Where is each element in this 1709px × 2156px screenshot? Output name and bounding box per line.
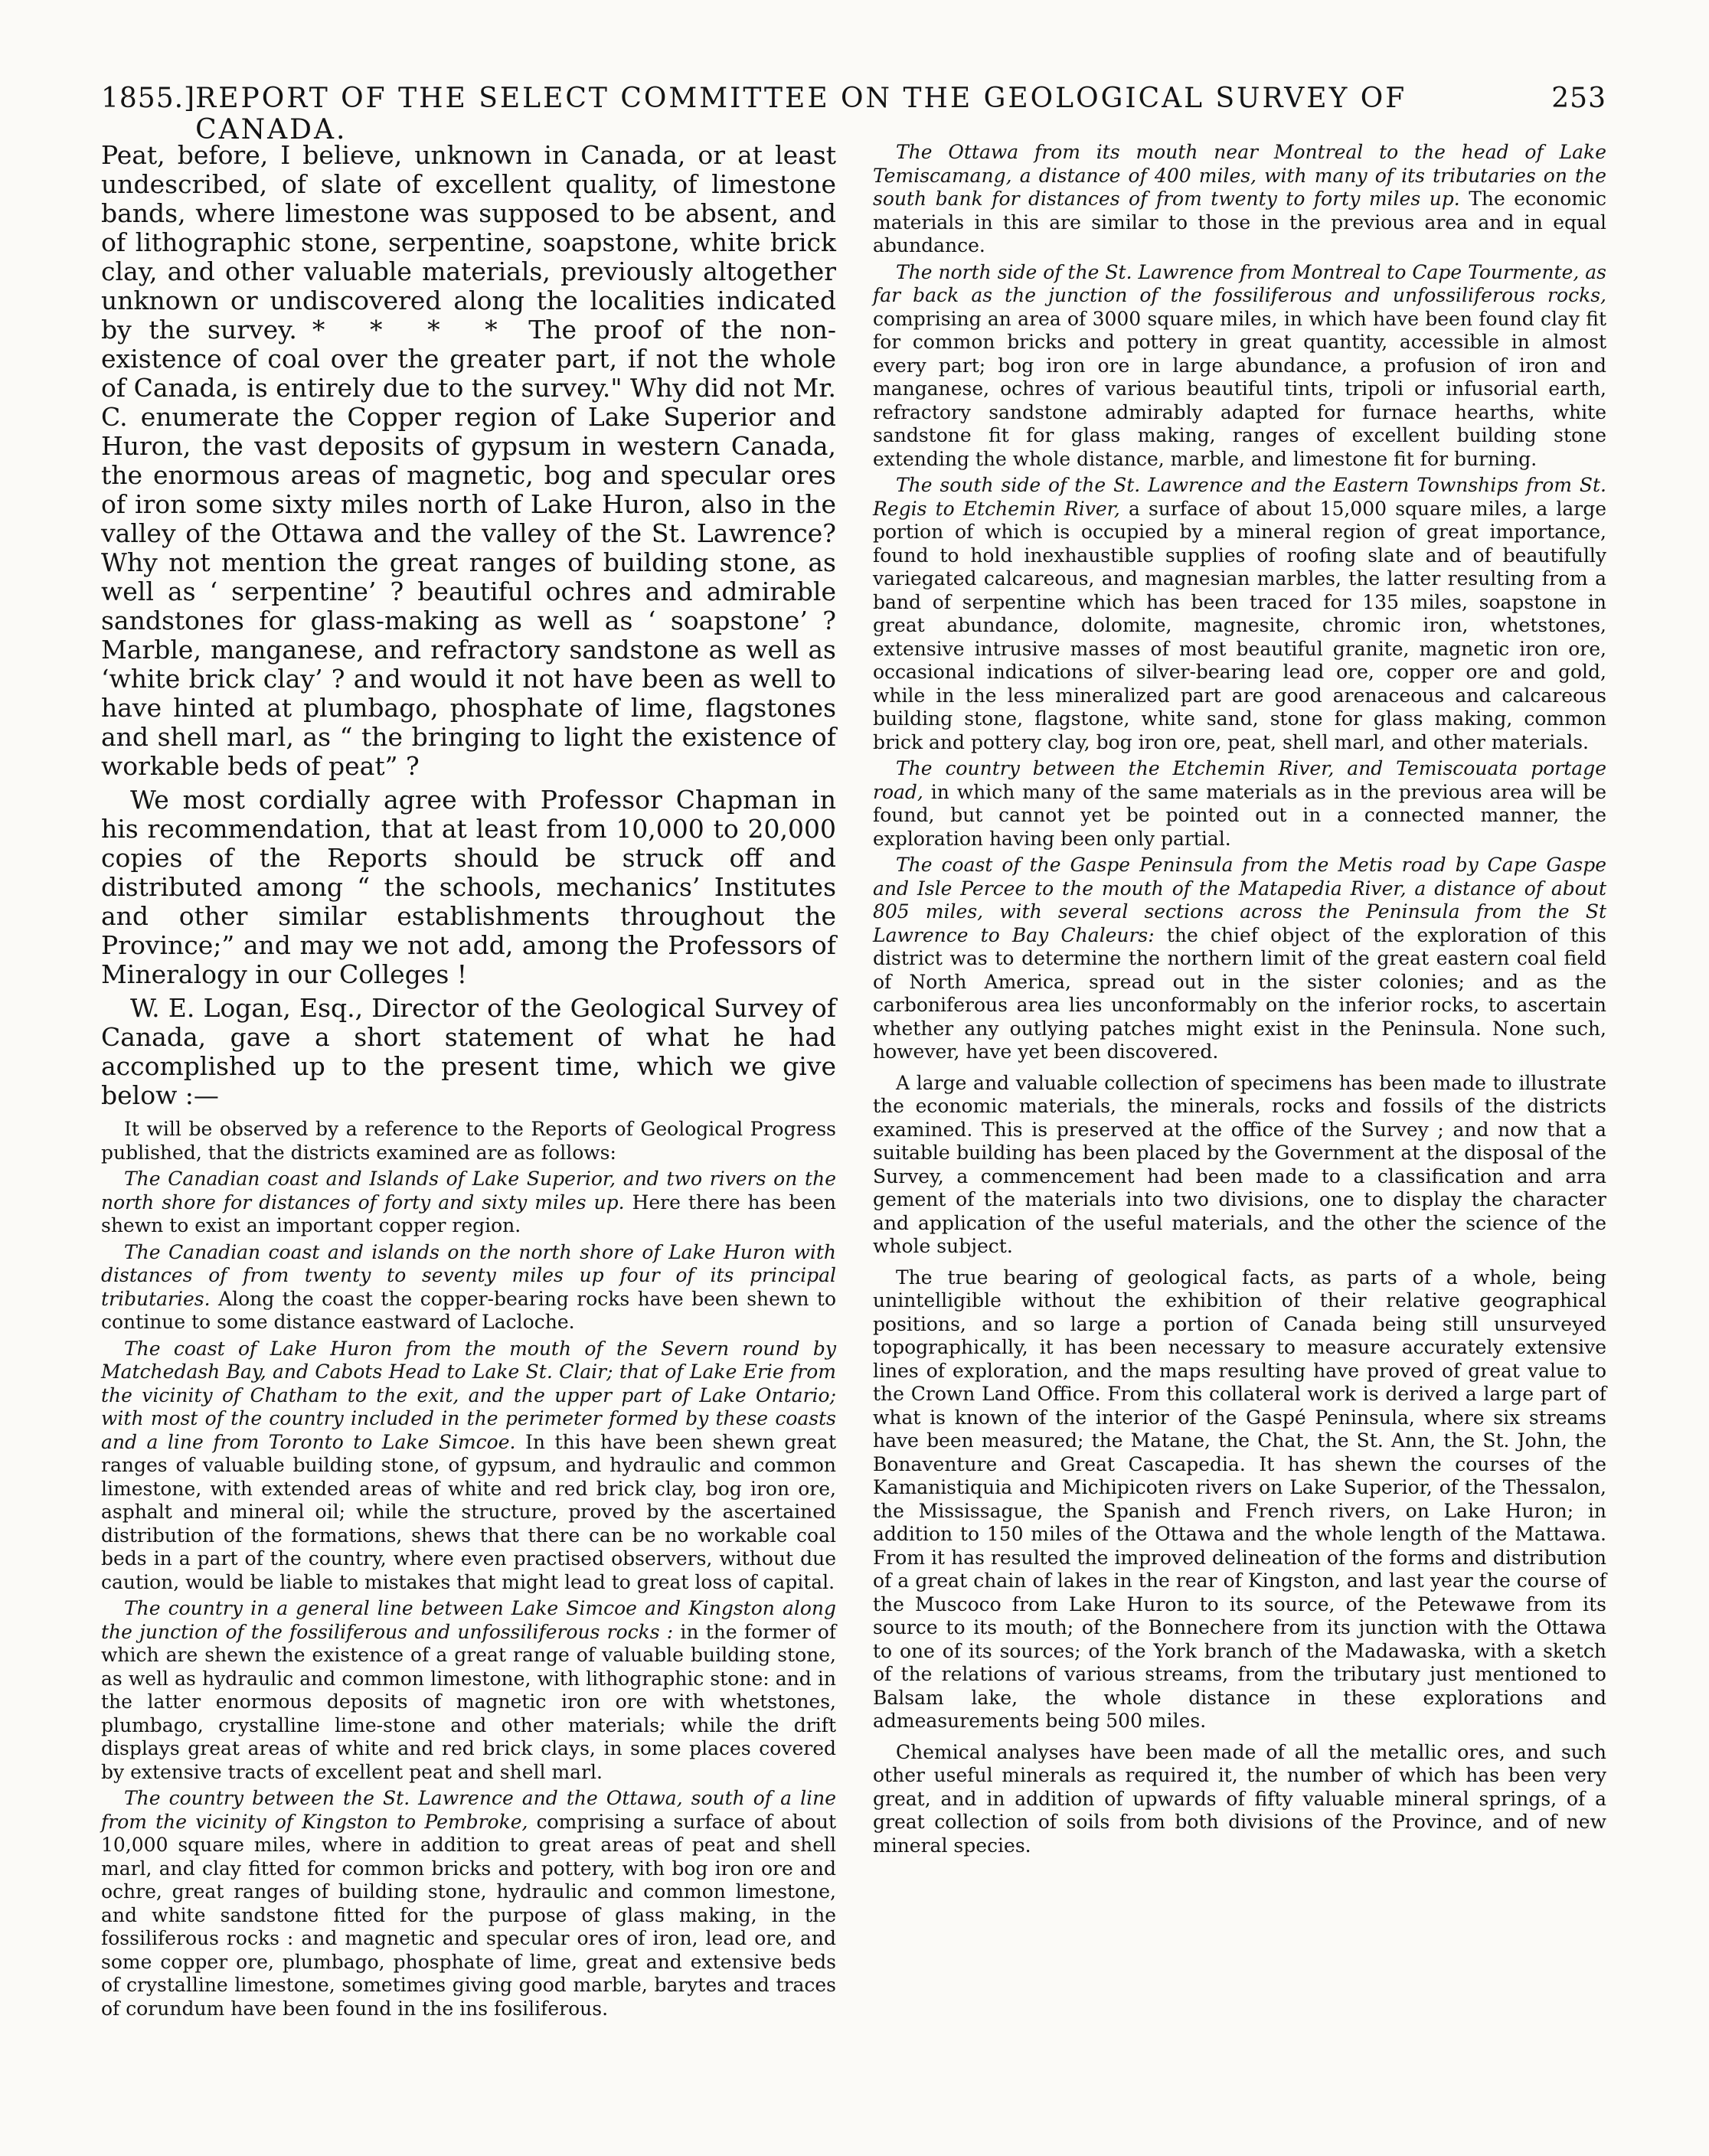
right-column (873, 141, 1606, 1860)
district-entry: The south side of the St. Lawrence and the Eastern Townships from St. Regis to Etchemin River, a surface of about 15,000 square miles, a large portion of which is occupied by a mineral region of great importance, found to hold inexhaustible supplies of roofing slate and of beautifully variegated calcareous, and magnesian marbles, the latter resulting from a band of serpentine which has been traced for 135 miles, soapstone in great abundance, dolomite, magnesite, chromic iron, whetstones, extensive intrusive masses of most beautiful granite, magnetic iron ore, occasional indications of silver-bearing lead ore, copper ore and gold, while in the less mineralized part are good arenaceous and calcareous building stone, flagstone, white sand, stone for glass making, common brick and pottery clay, bog iron ore, peat, shell marl, and other materials. (873, 474, 1606, 753)
header-title: REPORT OF THE SELECT COMMITTEE ON THE GEOLOGICAL SURVEY OF CANADA. (195, 83, 1407, 145)
district-entry: The Ottawa from its mouth near Montreal to the head of Lake Temiscamang, a distance of 400 miles, with many of its tributaries on the south bank for distances of from twenty to forty miles up. The economic materials in this are similar to those in the previous area and in equal abundance. (873, 141, 1606, 256)
paragraph: It will be observed by a reference to the Reports of Geological Progress published, that the districts examined are as follows: (101, 1118, 836, 1164)
page-number: 253 (1551, 83, 1606, 114)
paragraph: We most cordially agree with Professor Chapman in his recommendation, that at least from 10,000 to 20,000 copies of the Reports should be struck off and distributed among “ the schools, mechanics’ Institutes and other similar establishments throughout the Province;” and may we not add, among the Professors of Mineralogy in our Colleges ! (101, 785, 836, 989)
district-entry: The coast of Lake Huron from the mouth of the Severn round by Matchedash Bay, and Cabots Head to Lake St. Clair; that of Lake Erie from the vicinity of Chatham to the exit, and the upper part of Lake Ontario; with most of the country included in the perimeter formed by these coasts and a line from Toronto to Lake Simcoe. In this have been shewn great ranges of valuable building stone, of gypsum, and hydraulic and common limestone, with extended areas of white and red brick clay, bog iron ore, asphalt and mineral oil; while the structure, proved by the ascertained distribution of the formations, shews that there can be no workable coal beds in a part of the country, where even practised observers, without due caution, would be liable to mistakes that might lead to great loss of capital. (101, 1337, 837, 1593)
paragraph: Chemical analyses have been made of all the metallic ores, and such other useful minerals as required it, the number of which has been very great, and in addition of upwards of fifty valuable mineral springs, of a great collection of soils from both divisions of the Province, and of new mineral species. (873, 1740, 1606, 1857)
paragraph: W. E. Logan, Esq., Director of the Geological Survey of Canada, gave a short statement of what he had accomplished up to the present time, which we give below :— (101, 993, 836, 1110)
district-entry: The Canadian coast and Islands of Lake Superior, and two rivers on the north shore for distances of forty and sixty miles up. Here there has been shewn to exist an important copper region. (101, 1168, 837, 1236)
district-entry: The country between the Etchemin River, and Temiscouata portage road, in which many of the same materials as in the previous area will be found, but cannot yet be pointed out in a connected manner, the exploration having been only partial. (873, 757, 1606, 850)
running-header (101, 83, 1606, 145)
paragraph: Peat, before, I believe, unknown in Canada, or at least undescribed, of slate of excellent quality, of limestone bands, where limestone was supposed to be absent, and of lithographic stone, serpentine, soapstone, white brick clay, and other valuable materials, previously altogether unknown or undiscovered along the localities indicated by the survey. * * * * The proof of the non-existence of coal over the greater part, if not the whole of Canada, is entirely due to the survey." Why did not Mr. C. enumerate the Copper region of Lake Superior and Huron, the vast deposits of gypsum in western Canada, the enormous areas of magnetic, bog and specular ores of iron some sixty miles north of Lake Huron, also in the valley of the Ottawa and the valley of the St. Lawrence? Why not mention the great ranges of building stone, as well as ‘ serpentine’ ? beautiful ochres and admirable sandstones for glass-making as well as ‘ soapstone’ ? Marble, manganese, and refractory sandstone as well as ‘white brick clay’ ? and would it not have been as well to have hinted at plumbago, phosphate of lime, flagstones and shell marl, as “ the bringing to light the existence of workable beds of peat” ? (101, 140, 836, 781)
left-column (101, 141, 836, 2024)
paragraph: A large and valuable collection of specimens has been made to illustrate the economic materials, the minerals, rocks and fossils of the districts examined. This is preserved at the office of the Survey ; and now that a suitable building has been placed by the Government at the disposal of the Survey, a commencement had been made to a classification and arra gement of the materials into two divisions, one to display the character and application of the useful materials, and the other the science of the whole subject. (873, 1071, 1606, 1257)
district-entry: The country between the St. Lawrence and the Ottawa, south of a line from the vicinity of Kingston to Pembroke, comprising a surface of about 10,000 square miles, where in addition to great areas of peat and shell marl, and clay fitted for common bricks and pottery, with bog iron ore and ochre, great ranges of building stone, hydraulic and common limestone, and white sandstone fitted for the purpose of glass making, in the fossiliferous rocks : and magnetic and specular ores of iron, lead ore, and some copper ore, plumbago, phosphate of lime, great and extensive beds of crystalline limestone, sometimes giving good marble, barytes and traces of corundum have been found in the ins fosiliferous. (101, 1787, 836, 2020)
district-entry: The Canadian coast and islands on the north shore of Lake Huron with distances of from twenty to seventy miles up four of its principal tributaries. Along the coast the copper-bearing rocks have been shewn to continue to some distance eastward of Lacloche. (101, 1240, 837, 1333)
district-entry: The coast of the Gaspe Peninsula from the Metis road by Cape Gaspe and Isle Percee to the mouth of the Matapedia River, a distance of about 805 miles, with several sections across the Peninsula from the St Lawrence to Bay Chaleurs: the chief object of the exploration of this district was to determine the northern limit of the great eastern coal field of North America, spread out in the sister colonies; and as the carboniferous area lies unconformably on the inferior rocks, to ascertain whether any outlying patches might exist in the Peninsula. None such, however, have yet been discovered. (873, 854, 1606, 1063)
ellipsis-stars: * * * * (312, 315, 511, 345)
district-entry: The country in a general line between Lake Simcoe and Kingston along the junction of the fossiliferous and unfossiliferous rocks : in the former of which are shewn the existence of a great range of valuable building stone, as well as hydraulic and common limestone, with lithographic stone: and in the latter enormous deposits of magnetic iron ore with whetstones, plumbago, crystalline lime-stone and other materials; while the drift displays great areas of white and red brick clays, in some places covered by extensive tracts of excellent peat and shell marl. (101, 1597, 837, 1783)
paragraph: The true bearing of geological facts, as parts of a whole, being unintelligible without the exhibition of their relative geographical positions, and so large a portion of Canada being still unsurveyed topographically, it has been necessary to measure accurately extensive lines of exploration, and the maps resulting have proved of great value to the Crown Land Office. From this collateral work is derived a large part of what is known of the interior of the Gaspé Peninsula, where six streams have been measured; the Matane, the Chat, the St. Ann, the St. John, the Bonaventure and Great Cascapedia. It has shewn the courses of the Kamanistiquia and Michipicoten rivers on Lake Superior, of the Thessalon, the Mississague, the Spanish and French rivers, on Lake Huron; in addition to 150 miles of the Ottawa and the whole length of the Mattawa. From it has resulted the improved delineation of the forms and distribution of a great chain of lakes in the rear of Kingston, and last year the course of the Muscoco from Lake Huron to its source, of the Petewawe from its source to its mouth; of the Bonnechere from its junction with the Ottawa to one of its sources; of the York branch of the Madawaska, with a sketch of the relations of various streams, from the tributary just mentioned to Balsam lake, the whole distance in these explorations and admeasurements being 500 miles. (873, 1266, 1606, 1732)
header-year: 1855.] (101, 83, 196, 114)
district-entry: The north side of the St. Lawrence from Montreal to Cape Tourmente, as far back as the junction of the fossiliferous and unfossiliferous rocks, comprising an area of 3000 square miles, in which have been found clay fit for common bricks and pottery in great quantity, accessible in almost every part; bog iron ore in large abundance, a profusion of iron and manganese, ochres of various beautiful tints, tripoli or infusorial earth, refractory sandstone admirably adapted for furnace hearths, white sandstone fit for glass making, ranges of excellent building stone extending the whole distance, marble, and limestone fit for burning. (873, 260, 1607, 470)
